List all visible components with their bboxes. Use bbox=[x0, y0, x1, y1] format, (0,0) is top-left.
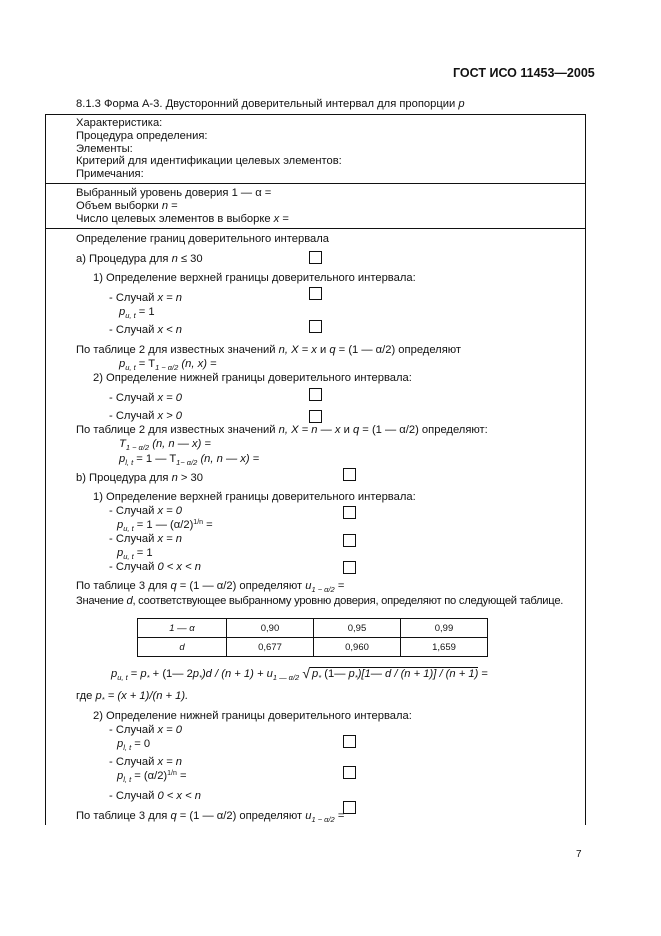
t3-eq: = bbox=[334, 580, 345, 592]
a1-upper-heading: 1) Определение верхней границы доверительного интервала: bbox=[93, 272, 416, 284]
table-cell: 0,90 bbox=[227, 619, 314, 638]
case-prefix: - Случай bbox=[109, 410, 158, 422]
p-symbol: p bbox=[119, 453, 126, 465]
case-prefix: - Случай bbox=[109, 724, 158, 736]
b1-case-xn bbox=[109, 533, 182, 546]
a2-pl-formula bbox=[119, 453, 259, 466]
where-p: p bbox=[95, 690, 102, 702]
checkbox-a[interactable] bbox=[309, 251, 322, 264]
targets-eq: = bbox=[279, 213, 289, 225]
f-star-2: * bbox=[199, 673, 202, 682]
t2u-a: По таблице 2 для известных значений bbox=[76, 344, 279, 356]
a2-case-xgt0 bbox=[109, 410, 182, 423]
f-eq: = bbox=[127, 668, 141, 680]
procedure-b bbox=[76, 472, 203, 485]
targets-var: x bbox=[273, 213, 280, 225]
p-symbol: p bbox=[119, 306, 126, 318]
case-prefix: - Случай bbox=[109, 561, 158, 573]
table-cell: 0,95 bbox=[314, 619, 401, 638]
f-sub: u, t bbox=[117, 673, 128, 682]
case-var: 0 < x < n bbox=[157, 561, 201, 573]
a1-pu-T-formula bbox=[119, 358, 217, 371]
d-value-text bbox=[76, 595, 563, 608]
t3-end: = (1 — α/2) определяют bbox=[176, 580, 306, 592]
d-text-a: Значение bbox=[76, 595, 127, 607]
b2-pl-zero bbox=[117, 738, 150, 751]
T-subscript: 1− α/2 bbox=[176, 458, 198, 467]
p-subscript: u, t bbox=[123, 552, 134, 561]
t2l-q: q bbox=[352, 424, 360, 436]
procedure-b-text: b) Процедура для bbox=[76, 472, 172, 484]
section-title-text: 8.1.3 Форма А-3. Двусторонний доверительный интервал для пропорции bbox=[76, 98, 459, 110]
procedure-a-cond: ≤ 30 bbox=[177, 253, 203, 265]
case-prefix: - Случай bbox=[109, 790, 158, 802]
T-subscript: 1 − α/2 bbox=[125, 443, 150, 452]
f-p: p bbox=[111, 668, 118, 680]
table-cell: 1,659 bbox=[401, 638, 488, 657]
b2-case-xn bbox=[109, 756, 182, 769]
case-prefix: - Случай bbox=[109, 505, 158, 517]
p-subscript: u, t bbox=[125, 363, 136, 372]
pl-b-eq: = (α/2) bbox=[131, 770, 168, 782]
f-mid2: )d / (n + 1) + u bbox=[201, 668, 273, 680]
elements-label: Элементы: bbox=[76, 143, 133, 155]
procedure-b-cond: > 30 bbox=[177, 472, 204, 484]
pu-value: = 1 bbox=[135, 306, 155, 318]
p-subscript: u, t bbox=[123, 524, 134, 533]
a2-case-x0 bbox=[109, 392, 182, 405]
interval-heading: Определение границ доверительного интервала bbox=[76, 233, 330, 245]
table-cell: 0,960 bbox=[314, 638, 401, 657]
checkbox-b2-x0[interactable] bbox=[343, 735, 356, 748]
targets-text: Число целевых элементов в выборке bbox=[76, 213, 274, 225]
procedure-a-text: а) Процедура для bbox=[76, 253, 172, 265]
section-title-var: p bbox=[458, 98, 465, 110]
t2u-q: q bbox=[329, 344, 336, 356]
checkbox-b1-range[interactable] bbox=[343, 561, 356, 574]
table3-text-upper bbox=[76, 580, 344, 593]
p-symbol: p bbox=[119, 358, 126, 370]
b2-case-x0 bbox=[109, 724, 182, 737]
t2l-end: = (1 — α/2) определяют: bbox=[359, 424, 488, 436]
where-text: где bbox=[76, 690, 96, 702]
t3l-q: q bbox=[170, 810, 177, 822]
f-end: = bbox=[478, 668, 488, 680]
checkbox-a1-xn[interactable] bbox=[309, 287, 322, 300]
checkbox-b[interactable] bbox=[343, 468, 356, 481]
p-symbol: p bbox=[117, 738, 124, 750]
where-end: = (x + 1)/(n + 1). bbox=[104, 690, 189, 702]
procedure-label: Процедура определения: bbox=[76, 130, 208, 142]
table2-lower-text bbox=[76, 424, 488, 437]
b1-upper-heading: 1) Определение верхней границы доверительного интервала: bbox=[93, 491, 416, 503]
checkbox-a2-x0[interactable] bbox=[309, 388, 322, 401]
b1-case-range bbox=[109, 561, 201, 574]
table-row bbox=[138, 619, 488, 638]
t3l-a: По таблице 3 для bbox=[76, 810, 171, 822]
T-args: (n, x) = bbox=[178, 358, 217, 370]
d-text-b: , соответствующее выбранному уровню доверия, определяют по следующей таблице. bbox=[132, 595, 564, 607]
standard-header: ГОСТ ИСО 11453—2005 bbox=[453, 66, 595, 80]
a2-T-formula bbox=[119, 438, 211, 451]
b1-pu-formula bbox=[117, 519, 213, 533]
notes-label: Примечания: bbox=[76, 168, 144, 180]
page-number: 7 bbox=[576, 849, 582, 860]
p-subscript: l, t bbox=[123, 743, 132, 752]
procedure-a bbox=[76, 253, 203, 266]
t2u-vars: n, X = x bbox=[278, 344, 317, 356]
divider-2 bbox=[45, 228, 585, 229]
pl-zero: = 0 bbox=[131, 738, 151, 750]
checkbox-b1-xn[interactable] bbox=[343, 534, 356, 547]
divider-1 bbox=[45, 183, 585, 184]
targets-label bbox=[76, 213, 289, 226]
case-prefix: - Случай bbox=[109, 292, 158, 304]
r-end: )[1— d / (n + 1)] / (n + 1) bbox=[357, 668, 479, 680]
a2-lower-heading: 2) Определение нижней границы доверительного интервала: bbox=[93, 372, 412, 384]
r-star: * bbox=[318, 673, 322, 682]
T-part: = 1 — T bbox=[133, 453, 177, 465]
b2-case-range bbox=[109, 790, 201, 803]
section-title bbox=[76, 98, 465, 111]
p-symbol: p bbox=[117, 770, 124, 782]
where-pstar bbox=[76, 690, 188, 703]
case-var: x = 0 bbox=[157, 724, 183, 736]
characteristic-label: Характеристика: bbox=[76, 117, 163, 129]
r-p: p bbox=[312, 668, 319, 680]
case-var: x = 0 bbox=[157, 505, 183, 517]
table-cell-label: d bbox=[138, 638, 227, 657]
table-row bbox=[138, 638, 488, 657]
t2l-mid: и bbox=[340, 424, 353, 436]
p-subscript: l, t bbox=[123, 775, 132, 784]
table3-text-lower bbox=[76, 810, 344, 823]
pl-b-end: = bbox=[176, 770, 187, 782]
case-prefix: - Случай bbox=[109, 392, 158, 404]
procedure-b-var: n bbox=[171, 472, 178, 484]
t3l-eq: = bbox=[334, 810, 345, 822]
T-subscript: 1 − α/2 bbox=[155, 363, 179, 372]
procedure-a-var: n bbox=[171, 253, 178, 265]
pu-b-eq: = 1 — (α/2) bbox=[133, 519, 194, 531]
T-args: (n, n — x) = bbox=[197, 453, 260, 465]
case-var: x = 0 bbox=[157, 392, 183, 404]
f-pstar: p bbox=[140, 668, 147, 680]
case-prefix: - Случай bbox=[109, 756, 158, 768]
f-star: * bbox=[146, 673, 150, 682]
p-symbol: p bbox=[117, 519, 124, 531]
table-cell-label: 1 — α bbox=[138, 619, 227, 638]
pu-big-formula bbox=[111, 666, 488, 681]
sample-size-eq: = bbox=[168, 200, 178, 212]
table2-upper-text bbox=[76, 344, 461, 357]
checkbox-b1-x0[interactable] bbox=[343, 506, 356, 519]
case-var: x = n bbox=[157, 756, 183, 768]
case-prefix: - Случай bbox=[109, 533, 158, 545]
checkbox-a1-xltn[interactable] bbox=[309, 320, 322, 333]
T-symbol: T bbox=[119, 438, 126, 450]
case-var: x = n bbox=[157, 533, 183, 545]
pu-b-end: = bbox=[203, 519, 213, 531]
T-args: (n, n — x) = bbox=[149, 438, 211, 450]
table-cell: 0,99 bbox=[401, 619, 488, 638]
f-pstar-2: p bbox=[192, 668, 200, 680]
b1-pu-equals-1 bbox=[117, 547, 153, 560]
sqrt-term bbox=[302, 666, 478, 681]
t2u-end: = (1 — α/2) определяют bbox=[335, 344, 462, 356]
pu-value: = 1 bbox=[133, 547, 153, 559]
t2l-a: По таблице 2 для известных значений bbox=[76, 424, 279, 436]
p-subscript: l, t bbox=[125, 458, 134, 467]
b2-lower-heading: 2) Определение нижней границы доверительного интервала: bbox=[93, 710, 412, 722]
t3-u: u bbox=[305, 580, 312, 592]
r-star2: * bbox=[354, 673, 358, 682]
d-var: d bbox=[126, 595, 133, 607]
d-table bbox=[137, 618, 488, 657]
checkbox-a2-xgt0[interactable] bbox=[309, 410, 322, 423]
t3-u-sub: 1 − α/2 bbox=[311, 585, 335, 594]
pl-b-exponent: 1/n bbox=[167, 770, 177, 777]
p-subscript: u, t bbox=[125, 311, 136, 320]
case-var: x > 0 bbox=[157, 410, 183, 422]
a1-case-xn bbox=[109, 292, 182, 305]
checkbox-b2-range[interactable] bbox=[343, 801, 356, 814]
checkbox-b2-xn[interactable] bbox=[343, 766, 356, 779]
confidence-label: Выбранный уровень доверия 1 — α = bbox=[76, 187, 272, 199]
criterion-label: Критерий для идентификации целевых элементов: bbox=[76, 155, 342, 167]
t3-q: q bbox=[170, 580, 177, 592]
a1-case-xltn bbox=[109, 324, 182, 337]
T-part: = T bbox=[135, 358, 156, 370]
r-p2: p bbox=[348, 668, 355, 680]
where-star: * bbox=[101, 695, 105, 704]
f-mid1: + (1— 2 bbox=[149, 668, 193, 680]
r-mid: (1— bbox=[321, 668, 349, 680]
sample-size-text: Объем выборки bbox=[76, 200, 162, 212]
t2l-vars: n, X = n — x bbox=[278, 424, 341, 436]
table-cell: 0,677 bbox=[227, 638, 314, 657]
t3l-end: = (1 — α/2) определяют bbox=[176, 810, 306, 822]
case-var: x = n bbox=[157, 292, 183, 304]
case-var: 0 < x < n bbox=[157, 790, 201, 802]
case-var: x < n bbox=[157, 324, 183, 336]
b1-case-x0 bbox=[109, 505, 182, 518]
t3l-u: u bbox=[305, 810, 312, 822]
t3-a: По таблице 3 для bbox=[76, 580, 171, 592]
pu-b-exponent: 1/n bbox=[193, 519, 204, 526]
p-symbol: p bbox=[117, 547, 124, 559]
sample-size-label bbox=[76, 200, 178, 213]
t2u-mid: и bbox=[316, 344, 330, 356]
b2-pl-formula bbox=[117, 770, 187, 784]
f-u-sub: 1 — α/2 bbox=[272, 673, 300, 682]
sample-size-var: n bbox=[161, 200, 169, 212]
case-prefix: - Случай bbox=[109, 324, 158, 336]
sqrt-icon: √ bbox=[302, 665, 311, 681]
t3l-u-sub: 1 − α/2 bbox=[311, 815, 335, 824]
sqrt-radicand bbox=[310, 667, 478, 681]
a1-pu-equals-1 bbox=[119, 306, 155, 319]
